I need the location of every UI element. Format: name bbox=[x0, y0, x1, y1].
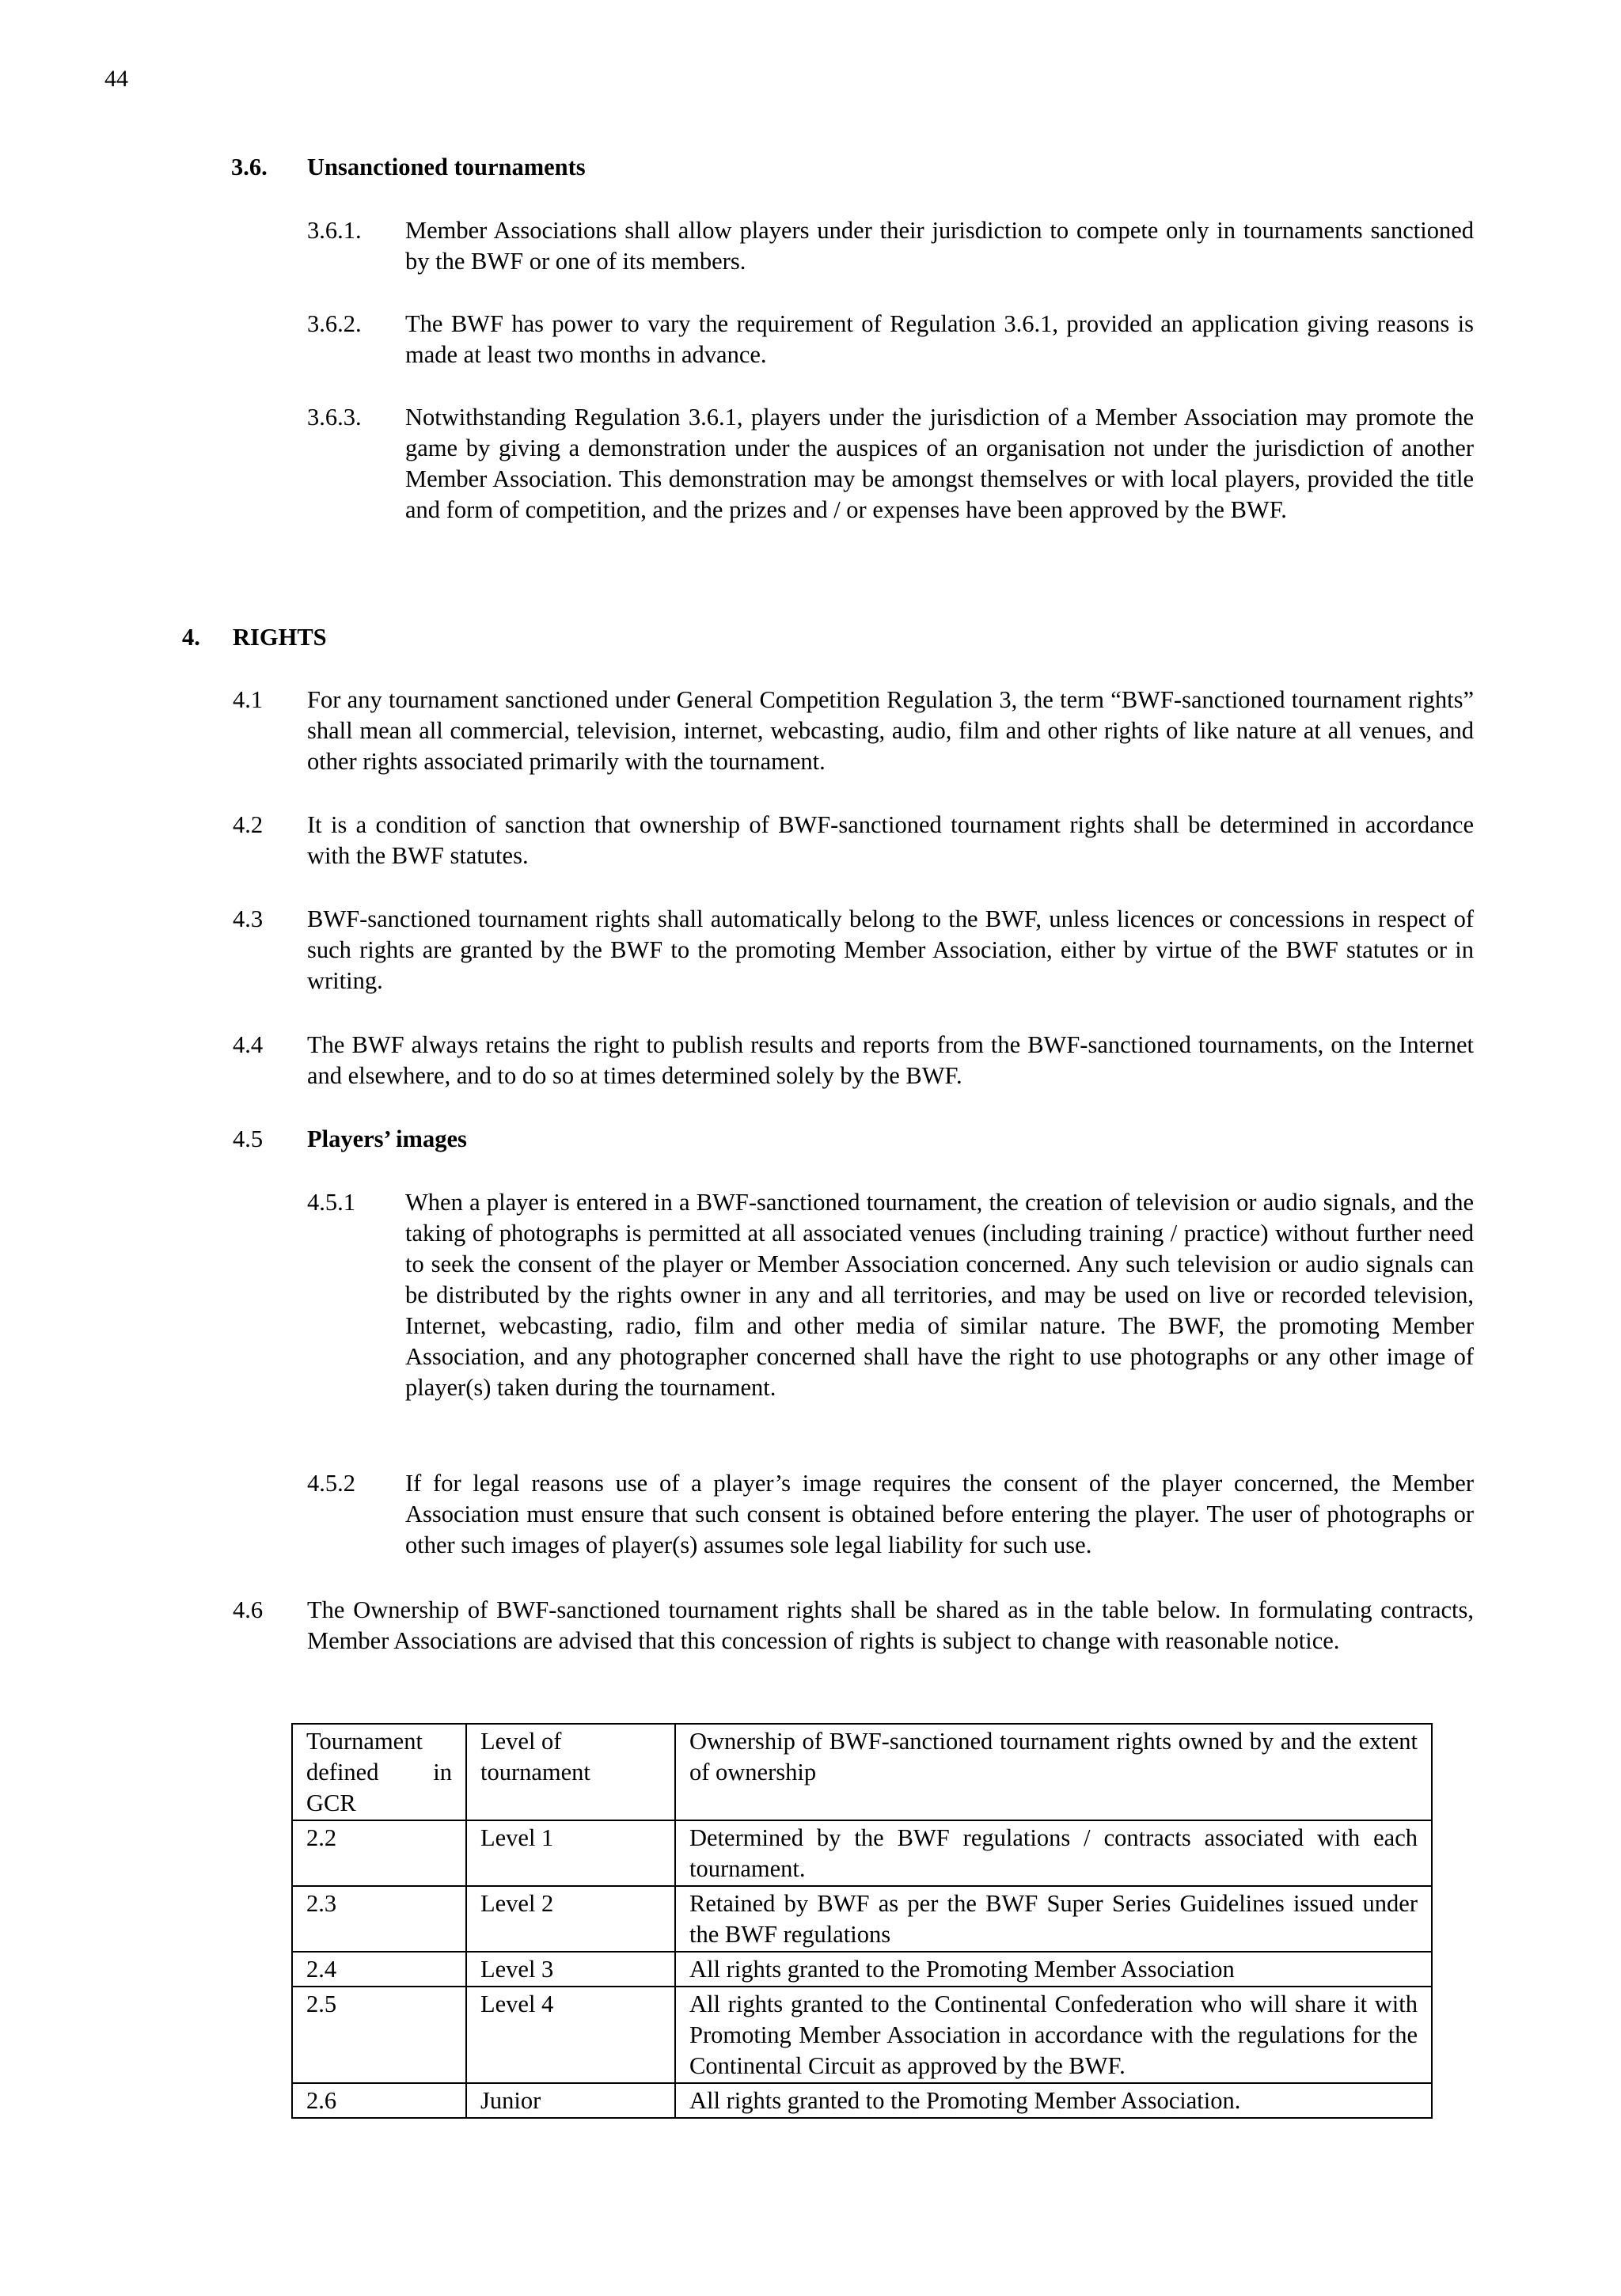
table-cell-gcr: 2.5 bbox=[292, 1987, 466, 2083]
item-4-3-text: BWF-sanctioned tournament rights shall automatically belong to the BWF, unless licences or concessions in respect of such rights are granted by the BWF to the promoting Member Association, either by virtue of the BWF statutes or in writing. bbox=[307, 905, 1474, 994]
item-4-1-text: For any tournament sanctioned under General Competition Regulation 3, the term “BWF-sanctioned tournament rights” shall mean all commercial, television, internet, webcasting, audio, film and other rights of like nature at all venues, and other rights associated primarily with the tournament. bbox=[307, 686, 1474, 775]
table-cell-level: Level 2 bbox=[466, 1886, 675, 1952]
item-4-4-text: The BWF always retains the right to publish results and reports from the BWF-sanctioned tournaments, on the Internet and elsewhere, and to do so at times determined solely by the BWF. bbox=[307, 1031, 1474, 1089]
table-cell-ownership: Determined by the BWF regulations / contracts associated with each tournament. bbox=[675, 1820, 1432, 1886]
item-4-2-text: It is a condition of sanction that ownership of BWF-sanctioned tournament rights shall be determined in accordance with the BWF statutes. bbox=[307, 811, 1474, 869]
table-cell-ownership: All rights granted to the Promoting Member Association. bbox=[675, 2083, 1432, 2118]
item-4-3-number: 4.3 bbox=[233, 905, 264, 932]
table-cell-level: Level 1 bbox=[466, 1820, 675, 1886]
section-4-title: RIGHTS bbox=[233, 624, 327, 651]
header-cell-ownership: Ownership of BWF-sanctioned tournament rights owned by and the extent of ownership bbox=[675, 1724, 1432, 1820]
item-3-6-2-text: The BWF has power to vary the requirement of Regulation 3.6.1, provided an application giving reasons is made at least two months in advance. bbox=[405, 310, 1474, 368]
table-cell-gcr: 2.6 bbox=[292, 2083, 466, 2118]
table-cell-ownership: All rights granted to the Promoting Member Association bbox=[675, 1952, 1432, 1987]
header-cell-gcr: Tournament defined in GCR bbox=[292, 1724, 466, 1820]
item-4-2-number: 4.2 bbox=[233, 811, 264, 838]
item-4-5-2-text: If for legal reasons use of a player’s image requires the consent of the player concerned, the Member Association must ensure that such consent is obtained before entering the player. The user of photographs or other such images of player(s) assumes sole legal liability for such use. bbox=[405, 1470, 1474, 1558]
item-4-4-number: 4.4 bbox=[233, 1031, 264, 1058]
section-4-number: 4. bbox=[182, 624, 200, 651]
table-cell-ownership: All rights granted to the Continental Confederation who will share it with Promoting Member Association in accordance with the regulations for the Continental Circuit as approved by the BWF. bbox=[675, 1987, 1432, 2083]
item-3-6-1-number: 3.6.1. bbox=[307, 217, 362, 244]
table-row bbox=[292, 1952, 1432, 1987]
rights-ownership-table bbox=[291, 1723, 1433, 2119]
table-cell-level: Level 4 bbox=[466, 1987, 675, 2083]
item-3-6-2-number: 3.6.2. bbox=[307, 310, 362, 337]
header-cell-level: Level of tournament bbox=[466, 1724, 675, 1820]
item-3-6-3-text: Notwithstanding Regulation 3.6.1, players under the jurisdiction of a Member Association may promote the game by giving a demonstration under the auspices of an organisation not under the jurisdiction of another Member Association. This demonstration may be amongst themselves or with local players, provided the title and form of competition, and the prizes and / or expenses have been approved by the BWF. bbox=[405, 404, 1474, 523]
item-4-5-2-number: 4.5.2 bbox=[307, 1470, 355, 1497]
item-4-6-text: The Ownership of BWF-sanctioned tournament rights shall be shared as in the table below. In formulating contracts, Member Associations are advised that this concession of rights is subject to change with reasonable notice. bbox=[307, 1596, 1474, 1654]
table-row bbox=[292, 1886, 1432, 1952]
item-4-5-number: 4.5 bbox=[233, 1125, 264, 1152]
section-3-6-number: 3.6. bbox=[231, 154, 268, 180]
table-row bbox=[292, 2083, 1432, 2118]
table-cell-gcr: 2.2 bbox=[292, 1820, 466, 1886]
table-header-row bbox=[292, 1724, 1432, 1820]
item-4-6-number: 4.6 bbox=[233, 1596, 264, 1623]
table-cell-gcr: 2.3 bbox=[292, 1886, 466, 1952]
table-cell-gcr: 2.4 bbox=[292, 1952, 466, 1987]
table-cell-level: Level 3 bbox=[466, 1952, 675, 1987]
item-4-1-number: 4.1 bbox=[233, 686, 264, 713]
item-3-6-1-text: Member Associations shall allow players under their jurisdiction to compete only in tournaments sanctioned by the BWF or one of its members. bbox=[405, 217, 1474, 275]
item-3-6-3-number: 3.6.3. bbox=[307, 404, 362, 431]
item-4-5-1-text: When a player is entered in a BWF-sanctioned tournament, the creation of television or audio signals, and the taking of photographs is permitted at all associated venues (including training / practice) without further need to seek the consent of the player or Member Association concerned. Any such television or audio signals can be distributed by the rights owner in any and all territories, and may be used on live or recorded television, Internet, webcasting, radio, film and other media of similar nature. The BWF, the promoting Member Association, and any photographer concerned shall have the right to use photographs or any other image of player(s) taken during the tournament. bbox=[405, 1189, 1474, 1401]
table-row bbox=[292, 1987, 1432, 2083]
item-4-5-1-number: 4.5.1 bbox=[307, 1189, 355, 1216]
table-row bbox=[292, 1820, 1432, 1886]
table-cell-ownership: Retained by BWF as per the BWF Super Series Guidelines issued under the BWF regulations bbox=[675, 1886, 1432, 1952]
item-4-5-title: Players’ images bbox=[307, 1125, 467, 1152]
page-number: 44 bbox=[104, 66, 128, 92]
section-3-6-title: Unsanctioned tournaments bbox=[307, 154, 586, 180]
table-cell-level: Junior bbox=[466, 2083, 675, 2118]
